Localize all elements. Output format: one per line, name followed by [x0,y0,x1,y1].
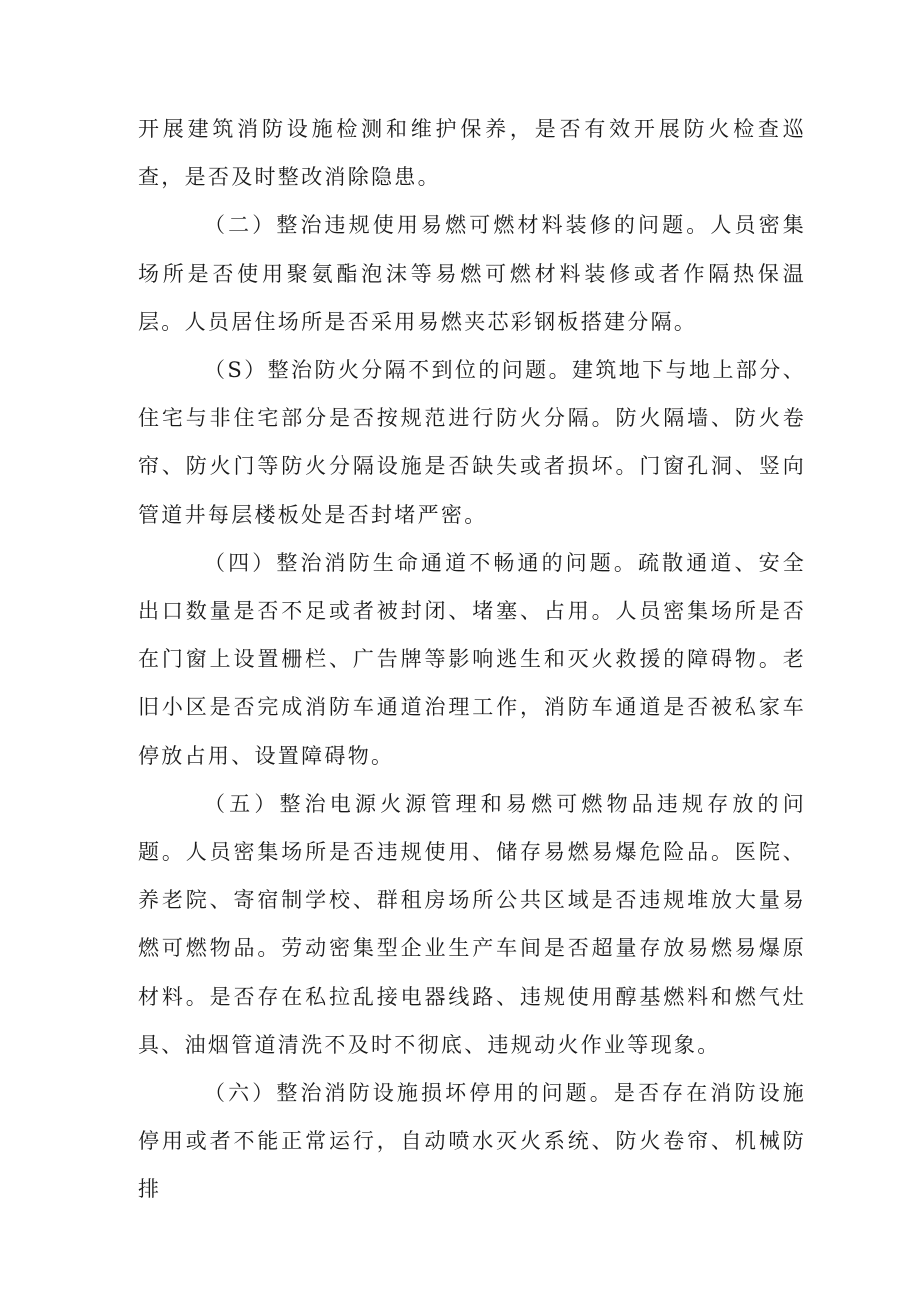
paragraph-item-4: （四）整治消防生命通道不畅通的问题。疏散通道、安全出口数量是否不足或者被封闭、堵塞、占用。人员密集场所是否在门窗上设置栅栏、广告牌等影响逃生和灭火救援的障碍物。老旧小区是否完成消防车通道治理工作，消防车通道是否被私家车停放占用、设置障碍物。 [138,550,806,768]
document-body [138,105,806,1214]
paragraph-item-5: （五）整治电源火源管理和易燃可燃物品违规存放的问题。人员密集场所是否违规使用、储存易燃易爆危险品。医院、养老院、寄宿制学校、群租房场所公共区域是否违规堆放大量易燃可燃物品。劳动密集型企业生产车间是否超量存放易燃易爆原材料。是否存在私拉乱接电器线路、违规使用醇基燃料和燃气灶具、油烟管道清洗不及时不彻底、违规动火作业等现象。 [138,791,806,1057]
paragraph-item-2: （二）整治违规使用易燃可燃材料装修的问题。人员密集场所是否使用聚氨酯泡沫等易燃可燃材料装修或者作隔热保温层。人员居住场所是否采用易燃夹芯彩钢板搭建分隔。 [138,213,806,334]
paragraph-item-3: （S）整治防火分隔不到位的问题。建筑地下与地上部分、住宅与非住宅部分是否按规范进行防火分隔。防火隔墙、防火卷帘、防火门等防火分隔设施是否缺失或者损坏。门窗孔洞、竖向管道井每层楼板处是否封堵严密。 [138,358,806,527]
paragraph-continuation: 开展建筑消防设施检测和维护保养，是否有效开展防火检查巡查，是否及时整改消除隐患。 [138,117,806,190]
paragraph-item-6: （六）整治消防设施损坏停用的问题。是否存在消防设施停用或者不能正常运行，自动喷水灭火系统、防火卷帘、机械防排 [138,1081,806,1202]
